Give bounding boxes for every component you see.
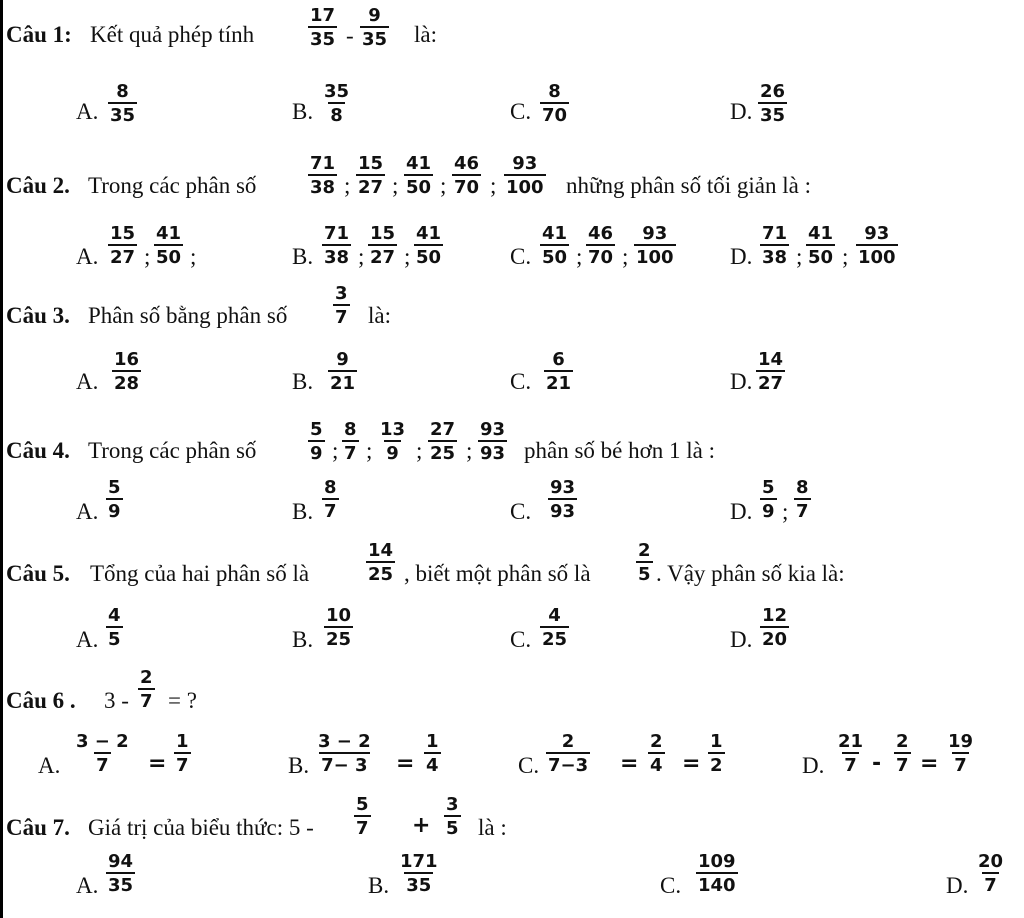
fraction xyxy=(354,795,371,839)
denominator: 70 xyxy=(540,102,569,126)
option-d-letter[interactable]: D. xyxy=(730,369,753,394)
denominator: 9 xyxy=(308,440,325,464)
denominator: 7 xyxy=(354,815,371,839)
fraction xyxy=(856,224,898,268)
fraction xyxy=(546,732,590,776)
numerator: 171 xyxy=(400,851,438,872)
numerator: 5 xyxy=(108,477,121,498)
denominator: 140 xyxy=(696,872,738,896)
denominator: 27 xyxy=(368,244,397,268)
fraction xyxy=(356,154,385,198)
denominator: 7− 3 xyxy=(319,752,369,776)
option-a-letter[interactable]: A. xyxy=(38,753,61,778)
numerator: 8 xyxy=(324,477,337,498)
option-c-letter[interactable]: C. xyxy=(660,873,682,898)
numerator: 5 xyxy=(356,794,369,815)
denominator: 9 xyxy=(384,440,401,464)
question-5-text-mid: , biết một phân số là xyxy=(404,561,591,586)
option-c-letter[interactable]: C. xyxy=(510,369,532,394)
question-1-text-end: là: xyxy=(414,22,437,47)
option-b-letter[interactable]: B. xyxy=(288,753,310,778)
option-c-letter[interactable]: C. xyxy=(510,244,532,269)
option-a-fraction xyxy=(108,82,137,126)
option-b-letter[interactable]: B. xyxy=(292,627,314,652)
denominator: 7 xyxy=(174,752,191,776)
numerator: 41 xyxy=(808,223,834,244)
separator: ; xyxy=(440,173,447,198)
fraction xyxy=(540,224,569,268)
fraction xyxy=(360,6,389,50)
fraction xyxy=(708,732,725,776)
denominator: 25 xyxy=(428,440,457,464)
denominator: 27 xyxy=(356,174,385,198)
numerator: 6 xyxy=(552,349,565,370)
question-6-label: Câu 6 . xyxy=(6,688,76,713)
separator: ; xyxy=(332,438,339,463)
option-b-fraction xyxy=(324,606,353,650)
denominator: 28 xyxy=(112,370,141,394)
denominator: 7 xyxy=(794,498,811,522)
denominator: 50 xyxy=(540,244,569,268)
numerator: 71 xyxy=(310,153,336,174)
denominator: 9 xyxy=(760,498,777,522)
numerator: 71 xyxy=(324,223,350,244)
denominator: 38 xyxy=(760,244,789,268)
fraction xyxy=(634,224,676,268)
fraction xyxy=(308,6,337,50)
numerator: 9 xyxy=(368,5,381,26)
separator: ; xyxy=(466,438,473,463)
option-a-fraction xyxy=(106,606,123,650)
fraction xyxy=(836,732,865,776)
fraction xyxy=(760,224,789,268)
numerator: 94 xyxy=(108,851,134,872)
numerator: 13 xyxy=(380,419,406,440)
denominator: 35 xyxy=(308,26,337,50)
question-1-label: Câu 1 xyxy=(6,22,65,47)
numerator: 8 xyxy=(344,419,357,440)
denominator: 93 xyxy=(478,440,507,464)
option-c-fraction xyxy=(548,478,577,522)
equals-sign: = xyxy=(920,751,939,776)
option-a-letter[interactable]: A. xyxy=(76,99,99,124)
question-5-label: Câu 5 xyxy=(6,561,65,586)
numerator: 41 xyxy=(406,153,432,174)
option-b-fraction xyxy=(322,82,351,126)
fraction xyxy=(322,224,351,268)
option-b-fraction xyxy=(398,852,440,896)
numerator: 4 xyxy=(548,605,561,626)
denominator: 25 xyxy=(540,626,569,650)
numerator: 9 xyxy=(336,349,349,370)
numerator: 8 xyxy=(796,477,809,498)
denominator: 4 xyxy=(648,752,665,776)
separator: ; xyxy=(190,244,197,269)
separator: ; xyxy=(782,499,789,524)
option-b-letter[interactable]: B. xyxy=(292,499,314,524)
numerator: 5 xyxy=(762,477,775,498)
fraction xyxy=(308,420,325,464)
separator: ; xyxy=(404,244,411,269)
option-d-fraction xyxy=(976,852,1005,896)
numerator: 4 xyxy=(108,605,121,626)
denominator: 21 xyxy=(328,370,357,394)
numerator: 8 xyxy=(116,81,129,102)
option-c-letter[interactable]: C. xyxy=(518,753,540,778)
equals-sign: = xyxy=(620,751,639,776)
numerator: 3 xyxy=(335,283,348,304)
denominator: 38 xyxy=(308,174,337,198)
numerator: 5 xyxy=(310,419,323,440)
option-c-fraction xyxy=(540,606,569,650)
numerator: 1 xyxy=(176,731,189,752)
fraction xyxy=(946,732,975,776)
separator: ; xyxy=(842,244,849,269)
fraction xyxy=(504,154,546,198)
question-3-label-sep: . xyxy=(64,303,70,328)
option-a-fraction xyxy=(106,478,123,522)
option-b-letter[interactable]: B. xyxy=(368,873,390,898)
denominator: 7 xyxy=(952,752,969,776)
fraction xyxy=(368,224,397,268)
option-a-letter[interactable]: A. xyxy=(76,244,99,269)
denominator: 100 xyxy=(634,244,676,268)
option-d-letter[interactable]: D. xyxy=(730,244,753,269)
question-1-label-sep: : xyxy=(64,22,72,47)
denominator: 7 xyxy=(333,304,350,328)
question-3-label-wrap xyxy=(6,304,70,327)
numerator: 109 xyxy=(698,851,736,872)
denominator: 93 xyxy=(548,498,577,522)
denominator: 100 xyxy=(504,174,546,198)
denominator: 38 xyxy=(322,244,351,268)
denominator: 7 xyxy=(842,752,859,776)
option-a-fraction xyxy=(112,350,141,394)
denominator: 5 xyxy=(106,626,123,650)
numerator: 14 xyxy=(368,540,394,561)
question-6-text: 3 - xyxy=(104,688,129,713)
denominator: 70 xyxy=(452,174,481,198)
question-1-label-wrap xyxy=(6,23,72,46)
operator: - xyxy=(346,23,354,48)
separator: ; xyxy=(344,173,351,198)
separator: ; xyxy=(392,173,399,198)
option-d-letter[interactable]: D. xyxy=(946,873,969,898)
fraction xyxy=(760,478,777,522)
numerator: 15 xyxy=(370,223,396,244)
fraction xyxy=(108,224,137,268)
fraction xyxy=(378,420,407,464)
fraction xyxy=(308,154,337,198)
denominator: 7 xyxy=(94,752,111,776)
numerator: 15 xyxy=(110,223,136,244)
numerator: 93 xyxy=(642,223,668,244)
denominator: 50 xyxy=(414,244,443,268)
option-d-fraction xyxy=(756,350,785,394)
numerator: 8 xyxy=(548,81,561,102)
denominator: 70 xyxy=(586,244,615,268)
fraction xyxy=(333,284,350,328)
numerator: 2 xyxy=(638,540,651,561)
option-a-letter[interactable]: A. xyxy=(76,499,99,524)
numerator: 12 xyxy=(762,605,788,626)
fraction xyxy=(424,732,441,776)
numerator: 3 − 2 xyxy=(76,731,129,752)
question-5-label-wrap xyxy=(6,562,70,585)
denominator: 7 xyxy=(322,498,339,522)
denominator: 7 xyxy=(982,872,999,896)
option-c-fraction xyxy=(544,350,573,394)
option-c-letter[interactable]: C. xyxy=(510,499,532,524)
denominator: 7 xyxy=(894,752,911,776)
numerator: 20 xyxy=(978,851,1004,872)
fraction xyxy=(404,154,433,198)
denominator: 20 xyxy=(760,626,789,650)
numerator: 2 xyxy=(140,667,153,688)
numerator: 10 xyxy=(326,605,352,626)
denominator: 50 xyxy=(154,244,183,268)
denominator: 35 xyxy=(360,26,389,50)
question-5-text: Tổng của hai phân số là xyxy=(90,561,310,586)
numerator: 93 xyxy=(550,477,576,498)
question-5-text-end: . Vậy phân số kia là: xyxy=(656,561,845,586)
fraction xyxy=(428,420,457,464)
option-a-letter[interactable]: A. xyxy=(76,369,99,394)
denominator: 35 xyxy=(106,872,135,896)
denominator: 100 xyxy=(856,244,898,268)
numerator: 16 xyxy=(114,349,140,370)
separator: ; xyxy=(796,244,803,269)
numerator: 93 xyxy=(480,419,506,440)
fraction xyxy=(74,732,131,776)
numerator: 14 xyxy=(758,349,784,370)
fraction xyxy=(342,420,359,464)
denominator: 27 xyxy=(108,244,137,268)
question-7-text: Giá trị của biểu thức: 5 - xyxy=(88,815,314,840)
separator: ; xyxy=(490,173,497,198)
fraction xyxy=(452,154,481,198)
question-2-label: Câu 2. xyxy=(6,173,70,198)
equals-sign: = xyxy=(682,751,701,776)
numerator: 17 xyxy=(310,5,336,26)
fraction xyxy=(794,478,811,522)
fraction xyxy=(636,541,653,585)
option-a-fraction xyxy=(106,852,135,896)
question-3-text: Phân số bằng phân số xyxy=(88,303,288,328)
denominator: 7 xyxy=(342,440,359,464)
equals-sign: = xyxy=(396,751,415,776)
denominator: 35 xyxy=(108,102,137,126)
denominator: 35 xyxy=(758,102,787,126)
numerator: 2 xyxy=(650,731,663,752)
option-d-fraction xyxy=(760,606,789,650)
numerator: 93 xyxy=(864,223,890,244)
denominator: 50 xyxy=(404,174,433,198)
fraction xyxy=(154,224,183,268)
denominator: 25 xyxy=(366,561,395,585)
numerator: 3 − 2 xyxy=(318,731,371,752)
numerator: 1 xyxy=(426,731,439,752)
fraction xyxy=(894,732,911,776)
denominator: 7−3 xyxy=(546,752,590,776)
question-3-text-end: là: xyxy=(368,303,391,328)
denominator: 5 xyxy=(444,815,461,839)
fraction xyxy=(586,224,615,268)
numerator: 46 xyxy=(454,153,480,174)
denominator: 2 xyxy=(708,752,725,776)
separator: ; xyxy=(416,438,423,463)
question-4-label: Câu 4. xyxy=(6,438,70,463)
fraction xyxy=(366,541,395,585)
numerator: 41 xyxy=(156,223,182,244)
denominator: 7 xyxy=(138,688,155,712)
numerator: 46 xyxy=(588,223,614,244)
numerator: 35 xyxy=(324,81,350,102)
option-c-fraction xyxy=(540,82,569,126)
separator: ; xyxy=(576,244,583,269)
option-b-fraction xyxy=(322,478,339,522)
fraction xyxy=(174,732,191,776)
question-6-text-end: = ? xyxy=(168,688,197,713)
option-d-letter[interactable]: D. xyxy=(730,99,753,124)
question-2-text: Trong các phân số xyxy=(88,173,257,198)
option-d-fraction xyxy=(758,82,787,126)
fraction xyxy=(414,224,443,268)
equals-sign: = xyxy=(148,751,167,776)
denominator: 8 xyxy=(328,102,345,126)
question-1-text: Kết quả phép tính xyxy=(90,22,255,47)
numerator: 21 xyxy=(838,731,864,752)
numerator: 15 xyxy=(358,153,384,174)
separator: ; xyxy=(366,438,373,463)
separator: ; xyxy=(358,244,365,269)
numerator: 1 xyxy=(710,731,723,752)
question-4-text-end: phân số bé hơn 1 là : xyxy=(524,438,716,463)
question-4-text: Trong các phân số xyxy=(88,438,257,463)
minus-sign: - xyxy=(872,751,882,776)
option-c-letter[interactable]: C. xyxy=(510,99,532,124)
option-b-letter[interactable]: B. xyxy=(292,369,314,394)
separator: ; xyxy=(622,244,629,269)
separator: ; xyxy=(144,244,151,269)
numerator: 27 xyxy=(430,419,456,440)
fraction xyxy=(478,420,507,464)
fraction xyxy=(316,732,373,776)
option-b-fraction xyxy=(328,350,357,394)
denominator: 27 xyxy=(756,370,785,394)
fraction xyxy=(444,795,461,839)
option-a-letter[interactable]: A. xyxy=(76,627,99,652)
fraction xyxy=(806,224,835,268)
denominator: 9 xyxy=(106,498,123,522)
denominator: 4 xyxy=(424,752,441,776)
fraction xyxy=(138,668,155,712)
question-3-label: Câu 3 xyxy=(6,303,65,328)
question-2-text-end: những phân số tối giản là : xyxy=(566,173,811,198)
fraction xyxy=(648,732,665,776)
numerator: 93 xyxy=(512,153,538,174)
option-a-letter[interactable]: A. xyxy=(76,873,99,898)
option-c-fraction xyxy=(696,852,738,896)
denominator: 21 xyxy=(544,370,573,394)
option-c-letter[interactable]: C. xyxy=(510,627,532,652)
question-7-text-end: là : xyxy=(478,815,507,840)
denominator: 50 xyxy=(806,244,835,268)
option-d-letter[interactable]: D. xyxy=(730,499,753,524)
numerator: 19 xyxy=(948,731,974,752)
option-d-letter[interactable]: D. xyxy=(730,627,753,652)
numerator: 71 xyxy=(762,223,788,244)
numerator: 3 xyxy=(446,794,459,815)
option-b-letter[interactable]: B. xyxy=(292,99,314,124)
page-left-border xyxy=(0,0,3,918)
denominator: 35 xyxy=(404,872,433,896)
option-b-letter[interactable]: B. xyxy=(292,244,314,269)
numerator: 2 xyxy=(896,731,909,752)
numerator: 2 xyxy=(561,731,575,752)
numerator: 41 xyxy=(416,223,442,244)
option-d-letter[interactable]: D. xyxy=(802,753,825,778)
plus-sign: + xyxy=(412,813,431,838)
denominator: 25 xyxy=(324,626,353,650)
question-5-label-sep: . xyxy=(64,561,70,586)
numerator: 26 xyxy=(760,81,786,102)
denominator: 5 xyxy=(636,561,653,585)
question-7-label: Câu 7. xyxy=(6,815,70,840)
numerator: 41 xyxy=(542,223,568,244)
